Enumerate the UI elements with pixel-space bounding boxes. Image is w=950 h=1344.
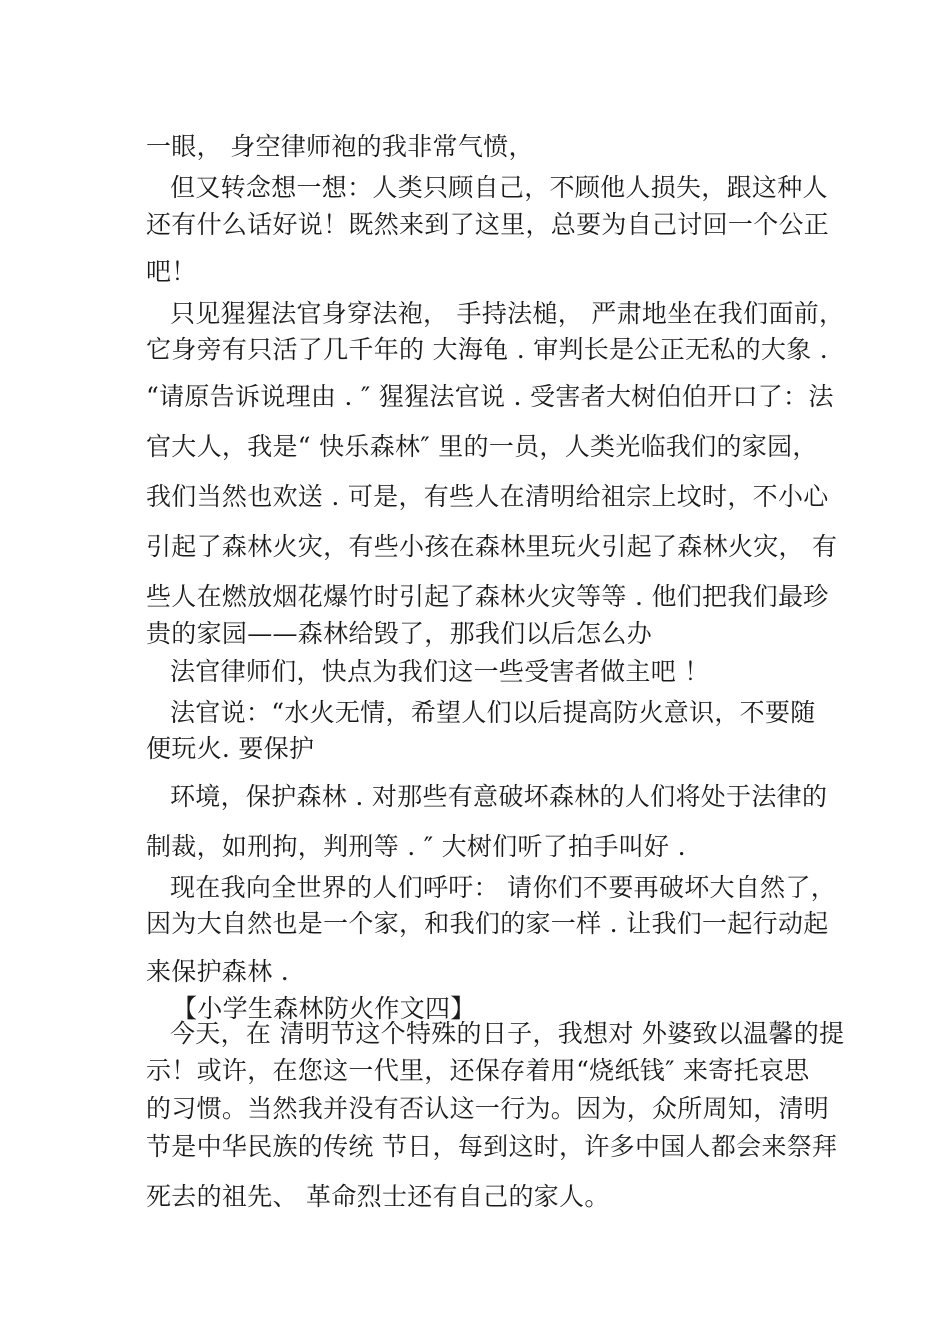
text-line: 还有什么话好说！既然来到了这里，总要为自己讨回一个公正 bbox=[146, 210, 830, 239]
text-line: 制裁，如刑拘，判刑等 . ″ 大树们听了拍手叫好 . bbox=[146, 832, 686, 861]
text-line: 但又转念想一想：人类只顾自己，不顾他人损失，跟这种人 bbox=[170, 173, 828, 202]
text-line: 贵的家园——森林给毁了，那我们以后怎么办 bbox=[146, 619, 653, 648]
text-line: 环境，保护森林 . 对那些有意破坏森林的人们将处于法律的 bbox=[170, 782, 828, 811]
text-line: 吧！ bbox=[146, 257, 197, 286]
text-line: 现在我向全世界的人们呼吁： 请你们不要再破坏大自然了， bbox=[170, 873, 837, 902]
text-line: 今天，在 清明节这个特殊的日子，我想对 外婆致以温馨的提 bbox=[170, 1019, 845, 1048]
text-line: 官大人，我是“ 快乐森林″ 里的一员，人类光临我们的家园， bbox=[146, 432, 818, 461]
text-line: 一眼， 身空律师袍的我非常气愤， bbox=[146, 132, 534, 161]
text-line: 的习惯。当然我并没有否认这一行为。因为，众所周知，清明 bbox=[146, 1094, 830, 1123]
text-line: 来保护森林 . bbox=[146, 957, 289, 986]
section-heading: 【小学生森林防火作文四】 bbox=[172, 994, 476, 1023]
text-line: 死去的祖先、 革命烈士还有自己的家人。 bbox=[146, 1182, 610, 1211]
text-line: 示！或许，在您这一代里，还保存着用“烧纸钱″ 来寄托哀思 bbox=[146, 1056, 810, 1085]
text-line: 节是中华民族的传统 节日，每到这时，许多中国人都会来祭拜 bbox=[146, 1132, 838, 1161]
text-line: 法官律师们，快点为我们这一些受害者做主吧 ！ bbox=[170, 657, 710, 686]
text-line: 便玩火. 要保护 bbox=[146, 734, 315, 763]
text-line: 法官说：“水火无情，希望人们以后提高防火意识，不要随 bbox=[170, 698, 816, 727]
text-line: 只见猩猩法官身穿法袍， 手持法槌， 严肃地坐在我们面前， bbox=[170, 299, 845, 328]
text-line: 我们当然也欢送 . 可是，有些人在清明给祖宗上坟时，不小心 bbox=[146, 482, 829, 511]
text-line: 些人在燃放烟花爆竹时引起了森林火灾等等 . 他们把我们最珍 bbox=[146, 582, 829, 611]
text-line: 因为大自然也是一个家，和我们的家一样 . 让我们一起行动起 bbox=[146, 909, 829, 938]
text-line: “请原告诉说理由 . ″ 猩猩法官说 . 受害者大树伯伯开口了：法 bbox=[146, 382, 834, 411]
text-line: 它身旁有只活了几千年的 大海龟 . 审判长是公正无私的大象 . bbox=[146, 335, 828, 364]
text-line: 引起了森林火灾，有些小孩在森林里玩火引起了森林火灾， 有 bbox=[146, 532, 838, 561]
